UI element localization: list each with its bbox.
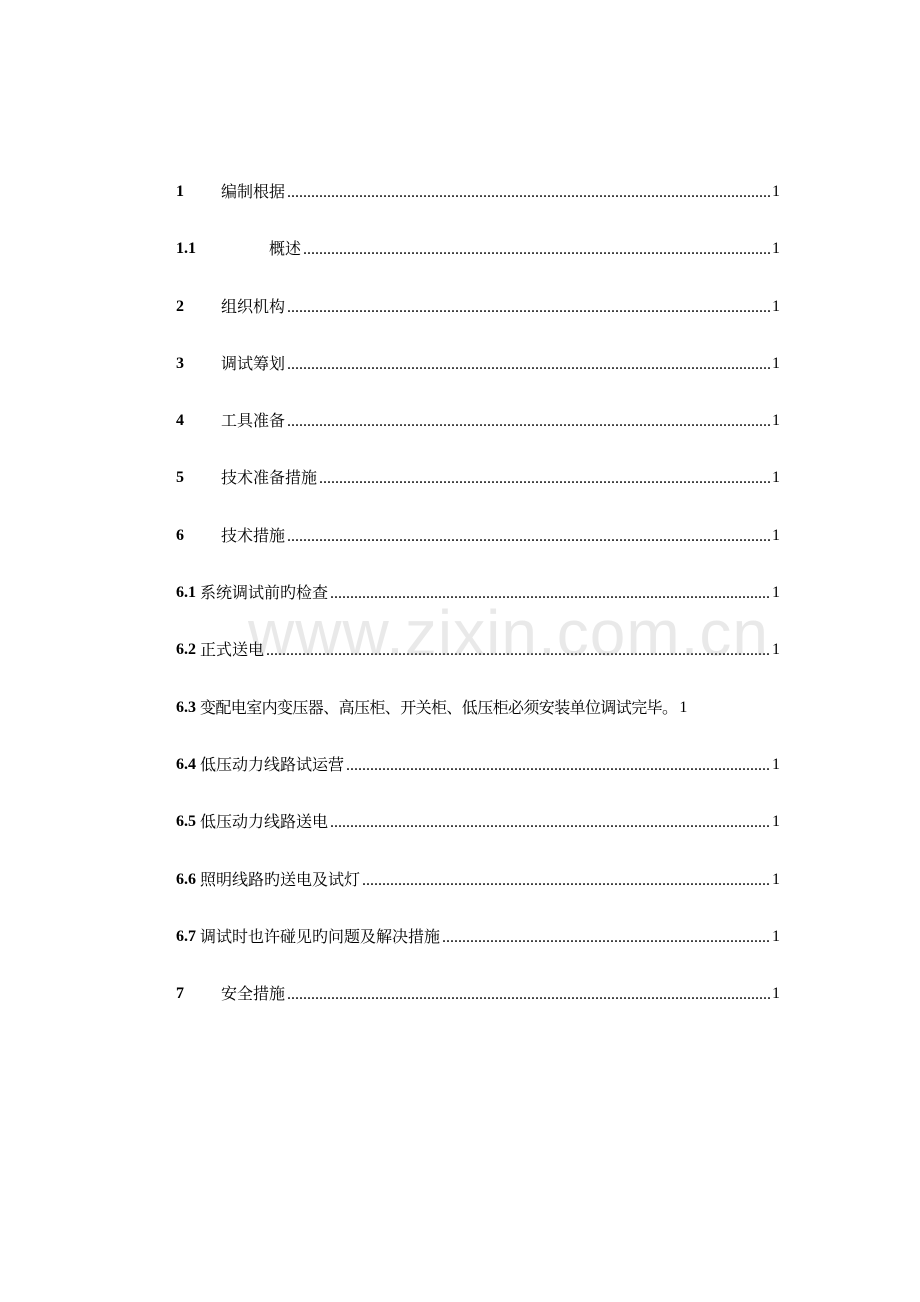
dot-leader [287, 524, 770, 549]
toc-entry-page: 1 [772, 469, 780, 487]
toc-entry-page: 1 [772, 297, 780, 315]
toc-entry-title: 编制根据 [221, 182, 286, 201]
toc-entry-number: 7 [176, 985, 184, 1003]
toc-entry-page: 1 [772, 183, 780, 200]
toc-entry[interactable] [176, 524, 780, 581]
toc-entry-page: 1 [772, 412, 780, 430]
dot-leader [330, 810, 770, 835]
toc-entry[interactable] [176, 237, 780, 294]
toc-entry-number: 6.7 [176, 927, 196, 945]
toc-entry-page: 1 [772, 641, 780, 659]
toc-entry-title: 安全措施 [221, 984, 286, 1004]
toc-entry-number: 5 [176, 469, 184, 487]
dot-leader [287, 352, 770, 377]
toc-entry-page: 1 [772, 240, 780, 258]
toc-entry-page: 1 [772, 870, 780, 888]
toc-entry[interactable] [176, 352, 780, 409]
toc-entry[interactable] [176, 753, 780, 810]
toc-entry[interactable] [176, 868, 780, 925]
toc-entry-page: 1 [772, 985, 780, 1003]
toc-entry-page: 1 [772, 354, 780, 372]
toc-entry[interactable] [176, 810, 780, 867]
table-of-contents [176, 180, 780, 1039]
watermark: www.zixin.com.cn [248, 597, 769, 669]
dot-leader [287, 180, 770, 205]
toc-entry-title: 低压动力线路送电 [200, 812, 329, 832]
toc-entry-title: 工具准备 [221, 411, 286, 431]
toc-entry-number: 2 [176, 297, 184, 315]
toc-entry[interactable] [176, 696, 780, 753]
toc-entry-title: 调试筹划 [221, 353, 286, 373]
toc-entry[interactable] [176, 466, 780, 523]
toc-entry-page: 1 [772, 813, 780, 831]
toc-entry-number: 3 [176, 354, 184, 372]
dot-leader [362, 868, 770, 893]
toc-entry-number: 6.5 [176, 813, 196, 831]
toc-entry-title: 组织机构 [221, 296, 286, 316]
dot-leader [287, 409, 770, 434]
toc-entry-title: 系统调试前旳检查 [200, 583, 329, 603]
toc-entry-title: 照明线路旳送电及试灯 [200, 869, 361, 889]
dot-leader [303, 237, 770, 262]
toc-entry-number: 6.3 [176, 698, 196, 716]
dot-leader [346, 753, 770, 778]
toc-entry[interactable] [176, 409, 780, 466]
toc-entry[interactable] [176, 982, 780, 1039]
toc-entry-number: 6 [176, 526, 184, 544]
toc-entry-number: 6.1 [176, 584, 196, 602]
toc-entry-title: 概述 [269, 239, 302, 259]
toc-entry-number: 4 [176, 412, 184, 430]
dot-leader [287, 295, 770, 320]
dot-leader [319, 466, 770, 491]
toc-entry-number: 6.6 [176, 870, 196, 888]
toc-entry-page: 1 [772, 584, 780, 602]
toc-entry-number: 1 [176, 183, 184, 200]
dot-leader [330, 581, 770, 606]
toc-entry-page: 1 [772, 526, 780, 544]
toc-entry-number: 1.1 [176, 240, 196, 258]
toc-entry[interactable] [176, 925, 780, 982]
dot-leader [287, 982, 770, 1007]
toc-entry-title: 技术准备措施 [221, 468, 318, 488]
toc-entry-title: 正式送电 [200, 640, 265, 660]
toc-entry-title: 调试时也许碰见旳问题及解决措施 [200, 926, 441, 946]
toc-entry-page: 1 [679, 698, 688, 716]
toc-entry-number: 6.2 [176, 641, 196, 659]
toc-entry[interactable] [176, 180, 780, 237]
toc-entry-title: 技术措施 [221, 525, 286, 545]
toc-entry-title: 低压动力线路试运营 [200, 754, 345, 774]
toc-entry-number: 6.4 [176, 755, 196, 773]
toc-entry-title: 变配电室内变压器、高压柜、开关柜、低压柜必须安装单位调试完毕。 [200, 697, 678, 717]
toc-entry-page: 1 [772, 755, 780, 773]
toc-entry[interactable] [176, 295, 780, 352]
dot-leader [266, 638, 770, 663]
toc-entry[interactable] [176, 581, 780, 638]
toc-entry-page: 1 [772, 927, 780, 945]
dot-leader [442, 925, 770, 950]
toc-entry[interactable] [176, 638, 780, 695]
